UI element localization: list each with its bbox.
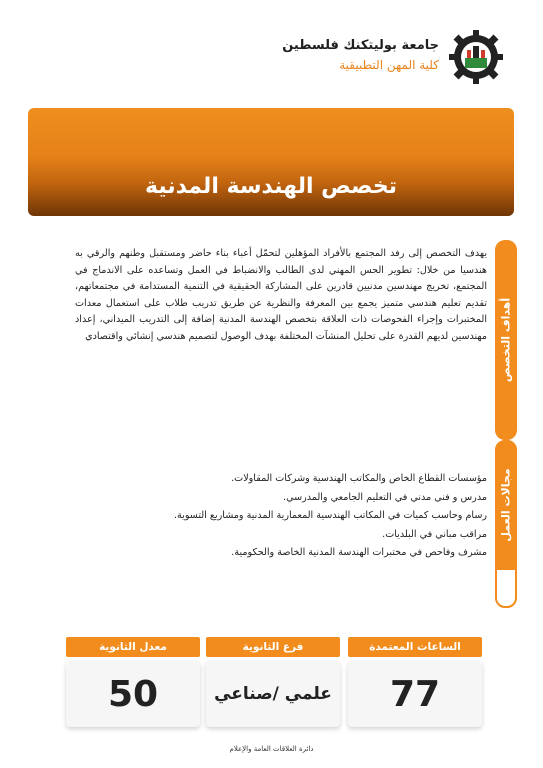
credit-hours-card	[348, 637, 482, 727]
list-item: مراقب مباني في البلديات.	[382, 528, 487, 540]
objectives-text: يهدف التخصص إلى رفد المجتمع بالأفراد المؤهلين لتحمّل أعباء بناء حاضر ومستقبل وطنهم والرقي به هندسيا من خلال: تطوير الحس المهني لدى الطالب والانضباط في العمل وتساعده على الاندماج في المجتمع، تخريج مهندسين مدنيين قادرين على المشاركة الحقيقية في التنمية المستدامة في مجتمعاتهم، تقديم تعليم هندسي متميز يجمع بين المعرفة والنظرية عن طريق تدريب طلاب على استعمال معدات المختبرات وإجراء الفحوصات ذات العلاقة بتخصص الهندسة المدنية إضافة إلى التدريب الميداني، إعداد مهندسين لديهم القدرة على تحليل المنشآت المختلفة بهدف الوصول لتصميم هندسي إنشائي واقتصادي	[75, 248, 487, 342]
page-title: تخصص الهندسة المدنية	[145, 174, 397, 199]
list-item: رسام وحاسب كميات في المكاتب الهندسية المعمارية المدنية ومشاريع التسوية.	[173, 510, 487, 521]
average-card	[66, 637, 200, 727]
fields-tab	[495, 440, 517, 570]
footer-text: دائرة العلاقات العامة والإعلام	[229, 745, 314, 753]
average-value: 50	[66, 661, 200, 727]
fields-tab-label: مجالات العمل	[499, 468, 513, 542]
branch-value: علمي /صناعي	[206, 661, 340, 727]
branch-card	[206, 637, 340, 727]
credit-hours-value: 77	[348, 661, 482, 727]
branch-label: فرع الثانوية	[206, 637, 340, 657]
list-item: مدرس و فني مدني في التعليم الجامعي والمدرسي.	[283, 491, 487, 503]
college-name: كلية المهن التطبيقية	[339, 58, 439, 72]
fields-tab-frame	[495, 440, 517, 608]
university-name: جامعة بوليتكنك فلسطين	[282, 38, 439, 53]
list-item: مشرف وفاحص في مختبرات الهندسة المدنية الخاصة والحكومية.	[231, 547, 487, 558]
objectives-tab	[495, 240, 517, 440]
objectives-tab-label: أهداف التخصص	[499, 297, 513, 383]
title-banner	[28, 108, 514, 216]
fields-list	[75, 470, 487, 563]
credit-hours-label: الساعات المعتمدة	[348, 637, 482, 657]
university-logo-icon	[447, 28, 505, 86]
list-item: مؤسسات القطاع الخاص والمكاتب الهندسية وشركات المقاولات.	[231, 473, 487, 484]
average-label: معدل الثانوية	[66, 637, 200, 657]
